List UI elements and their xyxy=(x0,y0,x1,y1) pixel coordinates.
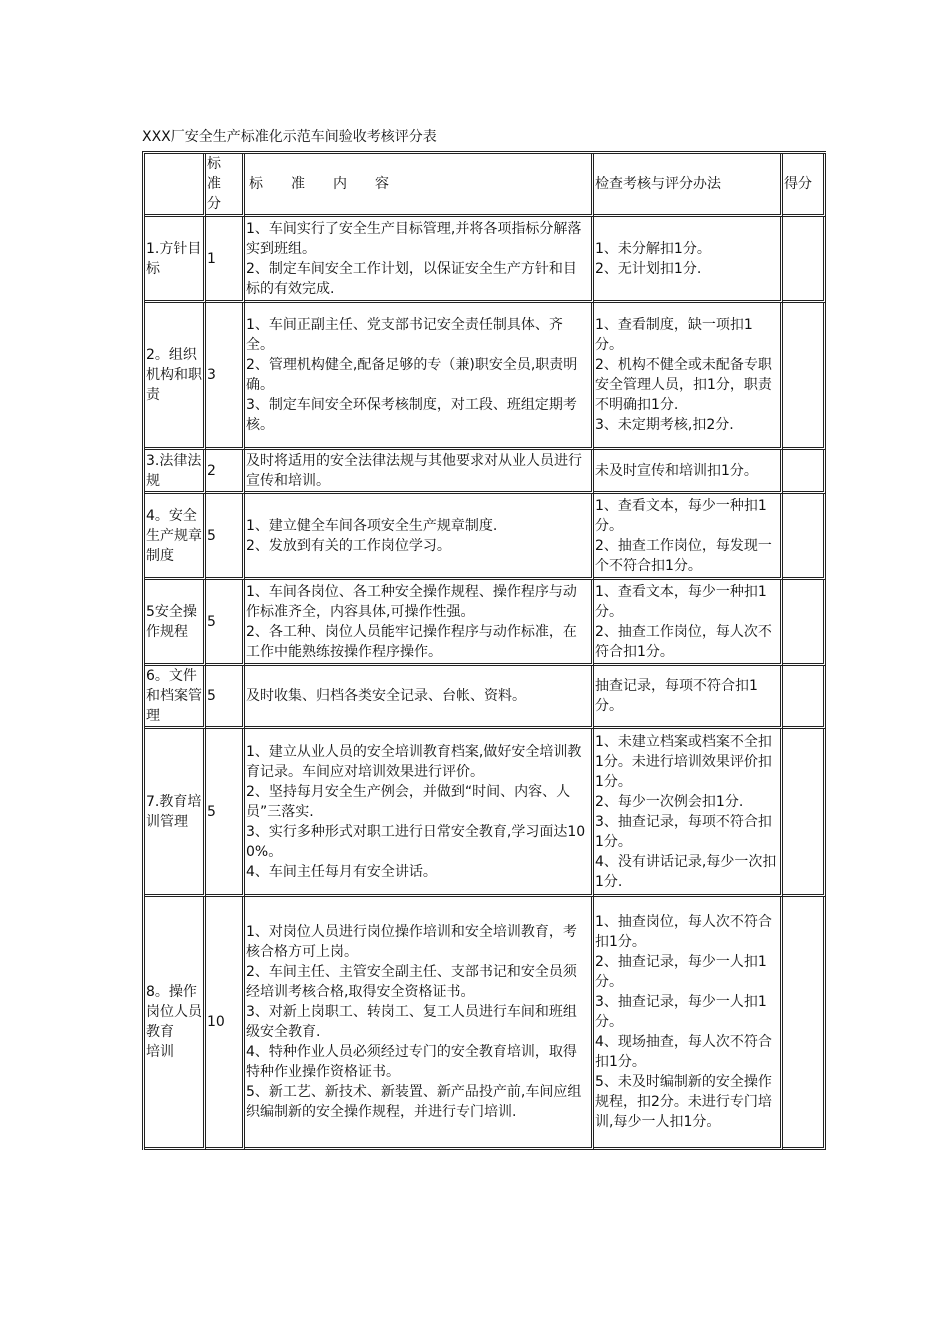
row-content-cell: 及时收集、归档各类安全记录、台帐、资料。 xyxy=(245,666,594,729)
row-method-cell: 1、查看文本，每少一种扣1分。 2、抽查工作岗位，每发现一个不符合扣1分。 xyxy=(594,494,783,580)
row-score-cell: 10 xyxy=(206,897,245,1150)
row-method-cell: 1、抽查岗位，每人次不符合扣1分。 2、抽查记录，每少一人扣1分。 3、抽查记录，每少一人扣1分。 4、现场抽查，每人次不符合扣1分。 5、未及时编制新的安全操作规程，扣2分。未进行专门培训,每少一人扣1分。 xyxy=(594,897,783,1150)
row-got-cell xyxy=(783,666,826,729)
row-item-cell: 6。文件和档案管理 xyxy=(145,666,206,729)
table-row xyxy=(145,494,826,580)
table-row xyxy=(145,666,826,729)
row-item-cell: 2。组织机构和职责 xyxy=(145,303,206,450)
header-content-cell: 标 准 内 容 xyxy=(245,154,594,217)
row-score-cell: 1 xyxy=(206,217,245,303)
table-row xyxy=(145,729,826,897)
table-row xyxy=(145,303,826,450)
page-title: XXX厂安全生产标准化示范车间验收考核评分表 xyxy=(142,129,437,145)
header-item-cell xyxy=(145,154,206,217)
table-header-row xyxy=(145,154,826,217)
row-item-cell: 8。操作岗位人员教育 培训 xyxy=(145,897,206,1150)
row-content-cell: 1、车间各岗位、各工种安全操作规程、操作程序与动作标准齐全，内容具体,可操作性强。 2、各工种、岗位人员能牢记操作程序与动作标准，在工作中能熟练按操作程序操作。 xyxy=(245,580,594,666)
row-method-cell: 未及时宣传和培训扣1分。 xyxy=(594,450,783,494)
row-content-cell: 1、建立从业人员的安全培训教育档案,做好安全培训教育记录。车间应对培训效果进行评价。 2、坚持每月安全生产例会，并做到“时间、内容、人员”三落实. 3、实行多种形式对职工进行日常安全教育,学习面达100%。 4、车间主任每月有安全讲话。 xyxy=(245,729,594,897)
row-method-cell: 1、查看制度，缺一项扣1分。 2、机构不健全或未配备专职安全管理人员，扣1分，职责不明确扣1分. 3、未定期考核,扣2分. xyxy=(594,303,783,450)
row-item-cell: 7.教育培训管理 xyxy=(145,729,206,897)
row-content-cell: 及时将适用的安全法律法规与其他要求对从业人员进行宣传和培训。 xyxy=(245,450,594,494)
row-got-cell xyxy=(783,897,826,1150)
row-got-cell xyxy=(783,303,826,450)
row-got-cell xyxy=(783,494,826,580)
row-method-cell: 1、未建立档案或档案不全扣1分。未进行培训效果评价扣1分。 2、每少一次例会扣1分. 3、抽查记录，每项不符合扣1分。 4、没有讲话记录,每少一次扣1分. xyxy=(594,729,783,897)
row-got-cell xyxy=(783,450,826,494)
header-method-cell: 检查考核与评分办法 xyxy=(594,154,783,217)
row-item-cell: 4。安全生产规章制度 xyxy=(145,494,206,580)
table-row xyxy=(145,580,826,666)
row-content-cell: 1、对岗位人员进行岗位操作培训和安全培训教育，考核合格方可上岗。 2、车间主任、主管安全副主任、支部书记和安全员须经培训考核合格,取得安全资格证书。 3、对新上岗职工、转岗工、复工人员进行车间和班组级安全教育. 4、特种作业人员必须经过专门的安全教育培训，取得特种作业操作资格证书。 5、新工艺、新技术、新装置、新产品投产前,车间应组织编制新的安全操作规程，并进行专门培训. xyxy=(245,897,594,1150)
row-score-cell: 5 xyxy=(206,729,245,897)
row-score-cell: 5 xyxy=(206,666,245,729)
table-row xyxy=(145,217,826,303)
row-got-cell xyxy=(783,580,826,666)
row-got-cell xyxy=(783,217,826,303)
row-got-cell xyxy=(783,729,826,897)
row-content-cell: 1、建立健全车间各项安全生产规章制度. 2、发放到有关的工作岗位学习。 xyxy=(245,494,594,580)
table-row xyxy=(145,450,826,494)
row-item-cell: 5安全操作规程 xyxy=(145,580,206,666)
row-content-cell: 1、车间实行了安全生产目标管理,并将各项指标分解落实到班组。 2、制定车间安全工作计划，以保证安全生产方针和目标的有效完成. xyxy=(245,217,594,303)
header-score-cell: 标 准 分 xyxy=(206,154,245,217)
row-item-cell: 3.法律法规 xyxy=(145,450,206,494)
row-content-cell: 1、车间正副主任、党支部书记安全责任制具体、齐全。 2、管理机构健全,配备足够的专（兼)职安全员,职责明确。 3、制定车间安全环保考核制度，对工段、班组定期考核。 xyxy=(245,303,594,450)
row-score-cell: 5 xyxy=(206,494,245,580)
row-method-cell: 抽查记录，每项不符合扣1分。 xyxy=(594,666,783,729)
row-item-cell: 1.方针目标 xyxy=(145,217,206,303)
row-method-cell: 1、未分解扣1分。 2、无计划扣1分. xyxy=(594,217,783,303)
row-score-cell: 2 xyxy=(206,450,245,494)
row-score-cell: 3 xyxy=(206,303,245,450)
row-score-cell: 5 xyxy=(206,580,245,666)
row-method-cell: 1、查看文本，每少一种扣1分。 2、抽查工作岗位，每人次不符合扣1分。 xyxy=(594,580,783,666)
table-row xyxy=(145,897,826,1150)
score-table xyxy=(142,151,826,1150)
header-got-cell: 得分 xyxy=(783,154,826,217)
